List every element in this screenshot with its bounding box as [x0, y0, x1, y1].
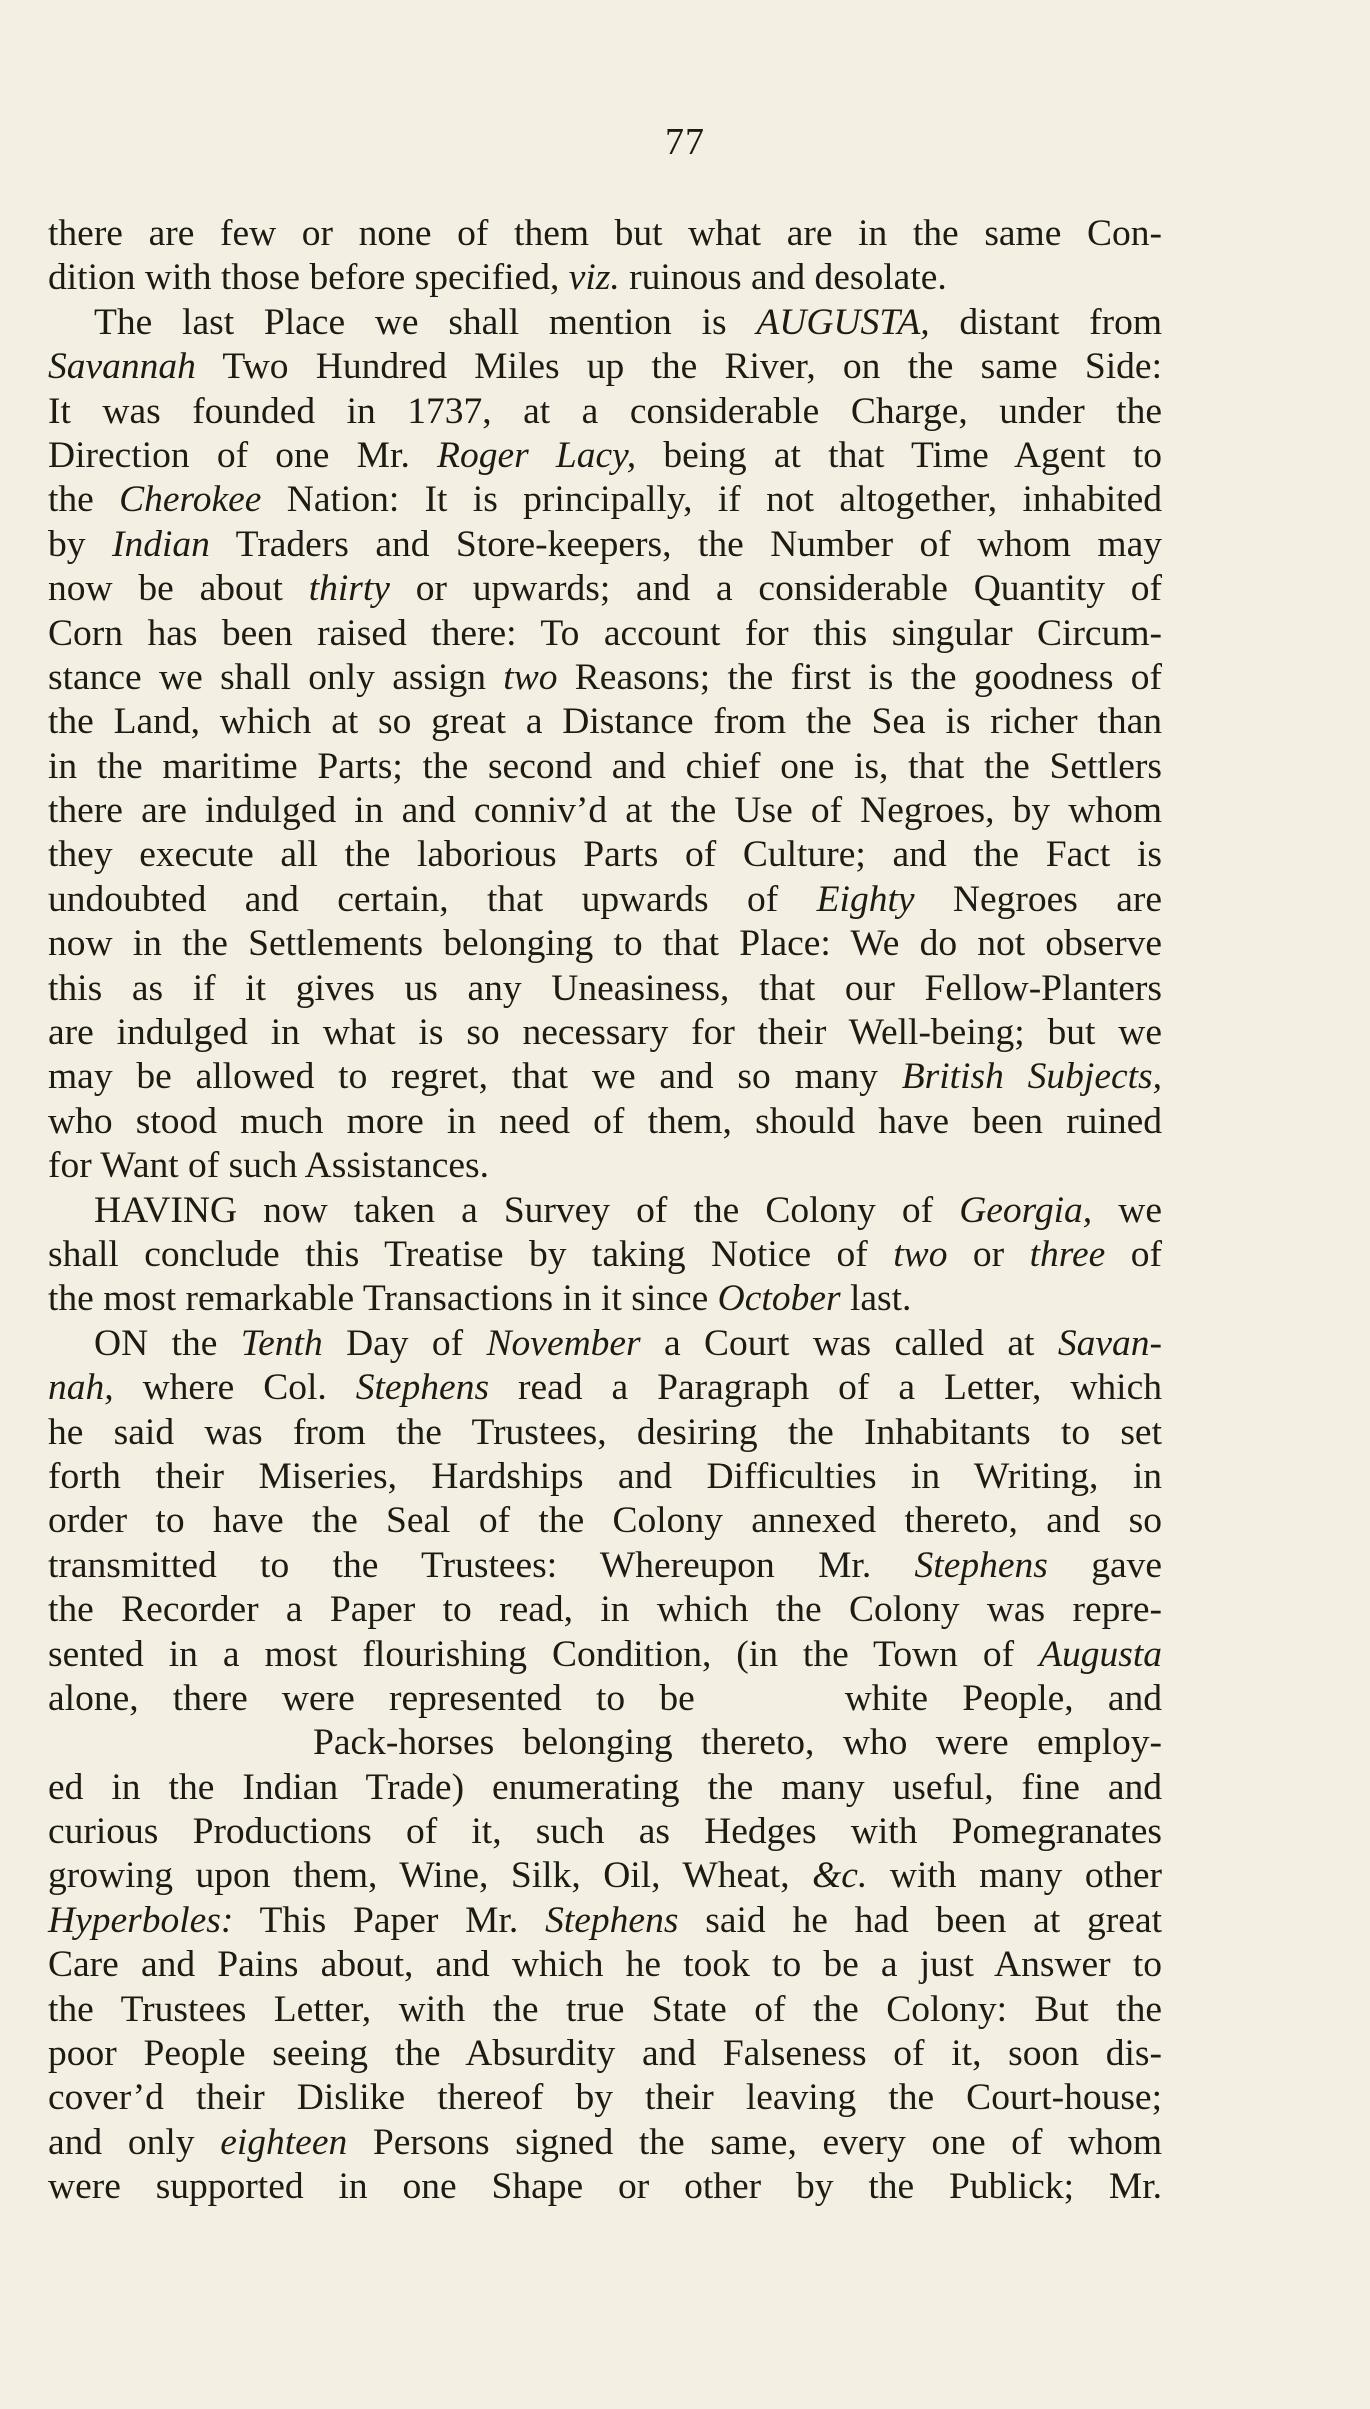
text-line	[48, 1943, 1162, 1987]
text-segment: Day of	[322, 1322, 487, 1364]
text-segment: HAVING now taken a Survey of the Colony of	[94, 1189, 960, 1231]
italic-text: thirty	[308, 568, 390, 610]
text-line	[48, 2032, 1162, 2076]
text-segment: the most remarkable Transactions in it since	[48, 1278, 718, 1320]
text-segment: Pack-horses belonging thereto, who were employ-	[313, 1722, 1162, 1764]
italic-text: three	[1029, 1233, 1106, 1275]
text-line	[48, 1899, 1162, 1943]
text-line	[48, 2165, 1162, 2209]
text-line	[48, 833, 1162, 877]
text-segment: and only	[48, 2121, 221, 2163]
italic-text: Stephens	[914, 1544, 1048, 1586]
text-line	[48, 700, 1162, 744]
text-segment: This Paper Mr.	[233, 1899, 546, 1941]
text-line	[48, 1499, 1162, 1543]
text-segment: curious Productions of it, such as Hedges with Pomegranates	[48, 1811, 1162, 1853]
italic-text: Hyperboles:	[48, 1899, 234, 1941]
text-segment: It was founded in 1737, at a considerable Charge, under the	[48, 390, 1162, 432]
text-segment: where Col.	[113, 1367, 356, 1409]
text-segment: sented in a most flourishing Condition, (in the Town of	[48, 1633, 1040, 1675]
italic-text: nah,	[48, 1367, 114, 1409]
italic-text: Georgia,	[959, 1189, 1093, 1231]
text-segment: the	[48, 479, 120, 521]
text-line	[48, 523, 1162, 567]
text-segment: Reasons; the first is the goodness of	[557, 656, 1162, 698]
text-segment: distant from	[929, 301, 1163, 343]
italic-text: October	[717, 1278, 841, 1320]
text-segment: there are few or none of them but what are in the same Con-	[48, 213, 1162, 254]
text-segment: the Recorder a Paper to read, in which the Colony was repre-	[48, 1589, 1162, 1631]
italic-text: British Subjects,	[901, 1056, 1162, 1098]
text-segment: being at that Time Agent to	[636, 434, 1162, 476]
italic-text: Augusta	[1039, 1633, 1162, 1675]
text-segment: order to have the Seal of the Colony annexed thereto, and so	[48, 1500, 1162, 1542]
text-line	[48, 1055, 1162, 1099]
italic-text: November	[486, 1322, 641, 1364]
text-segment: read a Paragraph of a Letter, which	[489, 1367, 1162, 1409]
text-segment: of	[1105, 1233, 1162, 1275]
text-segment: are indulged in what is so necessary for their Well-being; but we	[48, 1012, 1162, 1054]
text-segment: with many other	[867, 1855, 1162, 1897]
text-line	[48, 1411, 1162, 1455]
text-segment: cover’d their Dislike thereof by their leaving the Court-house;	[48, 2077, 1162, 2119]
text-line	[48, 1144, 1162, 1188]
text-segment: Nation: It is principally, if not altogether, inhabited	[261, 479, 1162, 521]
text-segment: ed in the Indian Trade) enumerating the many useful, fine and	[48, 1766, 1162, 1808]
italic-text: two	[893, 1233, 948, 1275]
italic-text: &c.	[812, 1855, 868, 1897]
text-line	[48, 1633, 1162, 1677]
text-line	[48, 212, 1162, 256]
text-line	[48, 1233, 1162, 1277]
text-segment: The last Place we shall mention is	[94, 301, 757, 343]
text-segment: they execute all the laborious Parts of Culture; and the Fact is	[48, 834, 1162, 876]
text-line	[48, 1544, 1162, 1588]
text-segment: he said was from the Trustees, desiring the Inhabitants to set	[48, 1411, 1162, 1453]
text-segment: Corn has been raised there: To account for this singular Circum-	[48, 612, 1162, 654]
italic-text: Indian	[111, 523, 210, 565]
text-line	[48, 1721, 1162, 1765]
text-segment: a Court was called at	[640, 1322, 1058, 1364]
italic-text: Roger Lacy,	[437, 434, 637, 476]
text-segment: ruinous and desolate.	[619, 257, 947, 299]
text-segment: last.	[840, 1278, 912, 1320]
text-line	[48, 878, 1162, 922]
text-segment: dition with those before specified,	[48, 257, 569, 299]
text-segment: forth their Miseries, Hardships and Difficulties in Writing, in	[48, 1455, 1162, 1497]
text-line	[48, 1277, 1162, 1321]
text-segment: undoubted and certain, that upwards of	[48, 878, 817, 920]
text-line	[48, 967, 1162, 1011]
text-segment: for Want of such Assistances.	[48, 1145, 490, 1187]
text-segment: we	[1092, 1189, 1162, 1231]
text-segment: shall conclude this Treatise by taking Notice of	[48, 1233, 894, 1275]
text-line	[48, 301, 1162, 345]
text-line	[48, 789, 1162, 833]
text-segment: Negroes are	[914, 878, 1162, 920]
text-segment: now be about	[48, 568, 309, 610]
text-line	[48, 256, 1162, 300]
text-line	[48, 1189, 1162, 1233]
text-segment: Care and Pains about, and which he took to be a just Answer to	[48, 1944, 1162, 1986]
italic-text: Savan-	[1057, 1322, 1162, 1364]
text-segment: may be allowed to regret, that we and so many	[48, 1056, 902, 1098]
italic-text: two	[503, 656, 558, 698]
text-line	[48, 390, 1162, 434]
text-segment: said he had been at great	[678, 1899, 1163, 1941]
text-segment: growing upon them, Wine, Silk, Oil, Wheat,	[48, 1855, 813, 1897]
text-segment: Two Hundred Miles up the River, on the same Side:	[195, 346, 1162, 388]
text-segment: were supported in one Shape or other by the Publick; Mr.	[48, 2166, 1162, 2208]
italic-text: Stephens	[545, 1899, 679, 1941]
text-line	[48, 1677, 1162, 1721]
text-line	[48, 1588, 1162, 1632]
text-segment: there are indulged in and conniv’d at the Use of Negroes, by whom	[48, 790, 1162, 832]
italic-text: Eighty	[816, 878, 915, 920]
text-line	[48, 922, 1162, 966]
text-line	[48, 1988, 1162, 2032]
page-number: 77	[665, 121, 705, 163]
text-segment: Traders and Store-keepers, the Number of whom may	[209, 523, 1162, 565]
italic-text: AUGUSTA,	[756, 301, 930, 343]
text-segment: in the maritime Parts; the second and chief one is, that the Settlers	[48, 745, 1162, 787]
text-segment: stance we shall only assign	[48, 656, 504, 698]
text-line	[48, 1455, 1162, 1499]
text-segment: the Land, which at so great a Distance from the Sea is richer than	[48, 701, 1162, 743]
text-line	[48, 612, 1162, 656]
text-line	[48, 745, 1162, 789]
text-segment: poor People seeing the Absurdity and Falseness of it, soon dis-	[48, 2033, 1162, 2075]
text-line	[48, 345, 1162, 389]
text-segment: ON the	[94, 1322, 241, 1364]
text-segment: or upwards; and a considerable Quantity of	[389, 568, 1162, 610]
text-line	[48, 2076, 1162, 2120]
text-line	[48, 656, 1162, 700]
text-segment: transmitted to the Trustees: Whereupon Mr.	[48, 1544, 915, 1586]
text-line	[48, 2121, 1162, 2165]
text-line	[48, 1810, 1162, 1854]
text-line	[48, 1011, 1162, 1055]
text-line	[48, 434, 1162, 478]
italic-text: eighteen	[220, 2121, 348, 2163]
text-line	[48, 1854, 1162, 1898]
text-segment: Persons signed the same, every one of whom	[347, 2121, 1162, 2163]
text-segment: now in the Settlements belonging to that Place: We do not observe	[48, 923, 1162, 965]
italic-text: viz.	[568, 257, 620, 299]
text-line	[48, 567, 1162, 611]
text-segment: by	[48, 523, 112, 565]
text-segment: this as if it gives us any Uneasiness, that our Fellow-Planters	[48, 967, 1162, 1009]
text-segment: the Trustees Letter, with the true State of the Colony: But the	[48, 1988, 1162, 2030]
text-segment: gave	[1047, 1544, 1162, 1586]
text-line	[48, 1100, 1162, 1144]
text-segment: who stood much more in need of them, should have been ruined	[48, 1100, 1162, 1142]
italic-text: Savannah	[48, 346, 196, 388]
text-segment: alone, there were represented to be	[48, 1677, 695, 1719]
italic-text: Cherokee	[119, 479, 262, 521]
text-segment: Direction of one Mr.	[48, 434, 438, 476]
text-segment: or	[947, 1233, 1030, 1275]
text-segment: white People, and	[844, 1677, 1162, 1719]
text-line	[48, 1322, 1162, 1366]
italic-text: Tenth	[240, 1322, 323, 1364]
text-line	[48, 1366, 1162, 1410]
body-text	[48, 212, 1162, 2210]
text-line	[48, 1766, 1162, 1810]
text-line	[48, 478, 1162, 522]
italic-text: Stephens	[355, 1367, 490, 1409]
